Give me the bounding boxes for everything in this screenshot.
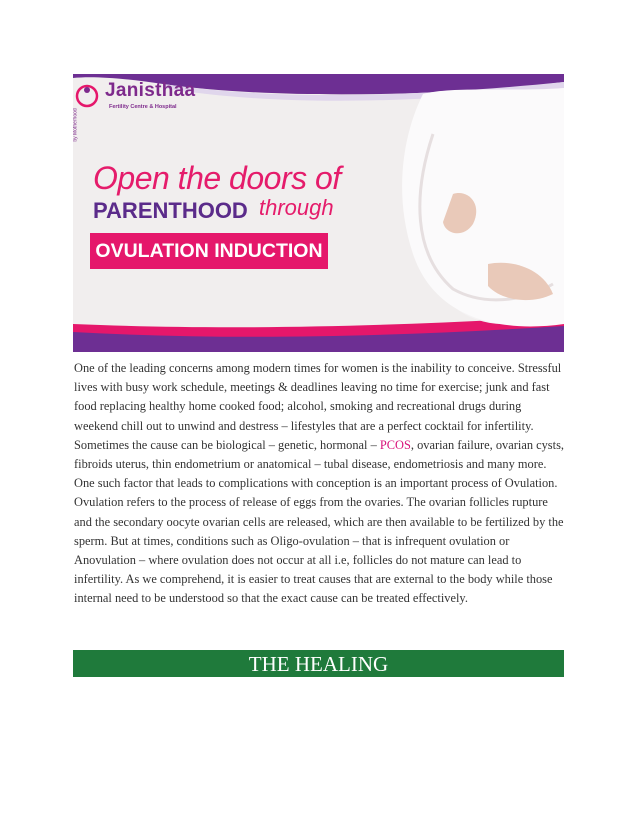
brand-subtitle: Fertility Centre & Hospital [109, 104, 177, 110]
banner-image [73, 74, 564, 352]
brand-vertical-text: by Motherhood [73, 108, 79, 142]
banner-headline: Open the doors of [93, 160, 341, 196]
brand-name: Janisthaa [105, 80, 196, 101]
banner-badge: OVULATION INDUCTION [90, 233, 328, 269]
banner-parenthood: PARENTHOOD [93, 198, 248, 223]
paragraph-1 [74, 359, 566, 474]
pcos-link[interactable]: PCOS [379, 437, 411, 452]
section-title: THE HEALING [248, 652, 389, 676]
article-body [74, 359, 566, 609]
paragraph-2: One such factor that leads to complications with conception is an important process of Ovulation. Ovulation refers to the process of release of eggs from the ovaries. The ovarian follicles rupture and the secondary oocyte ovarian cells are released, which are then available to be fertilized by the sperm. But at times, conditions such as Oligo-ovulation – that is infrequent ovulation or Anovulation – where ovulation does not occur at all i.e, follicles do not mature can lead to infertility. As we comprehend, it is easier to treat causes that are external to the body while those internal need to be understood so that the exact cause can be treated effectively. [74, 476, 564, 606]
banner-through: through [259, 195, 334, 220]
paragraph-1-text: One of the leading concerns among modern times for women is the inability to conceive. Stressful lives with busy work schedule, meetings & deadlines leaving no time for exercise; junk and fast food replacing healthy home cooked food; alcohol, smoking and recreational drugs during weekend chill out to unwind and destress – lifestyles that are a perfect cocktail for infertility. Sometimes the cause can be biological – genetic, hormonal – [74, 361, 562, 452]
section-header [73, 650, 564, 677]
paragraph-1-text-end: , ovarian failure, ovarian cysts, fibroids uterus, thin endometrium or anatomical – tubal disease, endometriosis and many more. [74, 437, 564, 472]
